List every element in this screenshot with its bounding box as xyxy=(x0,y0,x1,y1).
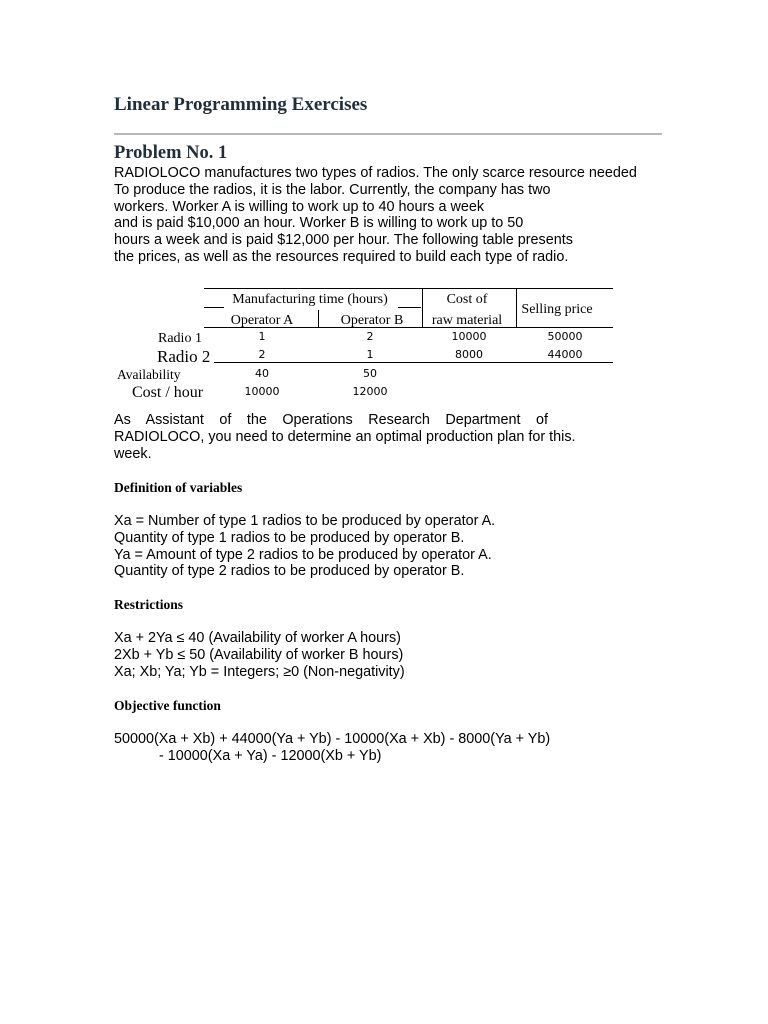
cell-radio2-cost: 8000 xyxy=(455,348,483,361)
problem-line: workers. Worker A is willing to work up to 40 hours a week xyxy=(114,198,485,215)
header-operator-a: Operator A xyxy=(230,313,294,328)
intro-line: week. xyxy=(114,445,152,462)
intro-line: RADIOLOCO, you need to determine an optimal production plan for this. xyxy=(114,428,576,445)
variable-line: Quantity of type 1 radios to be produced by operator B. xyxy=(114,529,465,546)
objective-function xyxy=(114,731,550,765)
row-label-radio-1: Radio 1 xyxy=(158,331,202,346)
assignment-intro xyxy=(114,412,576,462)
restrictions-heading: Restrictions xyxy=(114,597,183,612)
objective-line: - 10000(Xa + Ya) - 12000(Xb + Yb) xyxy=(159,747,382,764)
definition-heading: Definition of variables xyxy=(114,480,243,495)
cell-radio1-operator-b: 2 xyxy=(366,330,374,343)
header-selling-price: Selling price xyxy=(521,302,593,317)
problem-line: the prices, as well as the resources required to build each type of radio. xyxy=(114,248,569,265)
variable-line: Xa = Number of type 1 radios to be produced by operator A. xyxy=(114,513,496,529)
cell-cost-hour-operator-a: 10000 xyxy=(244,385,280,398)
problem-line: hours a week and is paid $12,000 per hour. The following table presents xyxy=(114,232,573,249)
table-column-rule xyxy=(422,288,423,327)
objective-heading: Objective function xyxy=(114,698,221,713)
problem-line: RADIOLOCO manufactures two types of radios. The only scarce resource needed xyxy=(114,165,637,181)
table-header-rule xyxy=(398,307,421,308)
cell-radio2-operator-a: 2 xyxy=(258,348,266,361)
restriction-line: Xa + 2Ya ≤ 40 (Availability of worker A hours) xyxy=(114,630,401,646)
cell-radio1-price: 50000 xyxy=(547,330,583,343)
cell-radio2-price: 44000 xyxy=(547,348,583,361)
intro-line: As Assistant of the Operations Research Department of xyxy=(114,412,548,428)
title-divider xyxy=(114,133,662,135)
cell-availability-operator-a: 40 xyxy=(255,367,269,380)
problem-line: and is paid $10,000 an hour. Worker B is willing to work up to 50 xyxy=(114,215,524,232)
header-cost-line1: Cost of xyxy=(446,292,488,307)
cell-cost-hour-operator-b: 12000 xyxy=(352,385,388,398)
table-header-rule xyxy=(204,307,224,308)
restriction-line: 2Xb + Yb ≤ 50 (Availability of worker B hours) xyxy=(114,646,404,663)
header-operator-b: Operator B xyxy=(340,313,404,328)
row-label-radio-2: Radio 2 xyxy=(157,347,211,366)
problem-heading: Problem No. 1 xyxy=(114,143,228,163)
row-label-cost-hour: Cost / hour xyxy=(132,384,204,401)
document-title: Linear Programming Exercises xyxy=(114,94,368,115)
cell-radio2-operator-b: 1 xyxy=(366,348,374,361)
row-label-availability: Availability xyxy=(117,367,181,382)
objective-line: 50000(Xa + Xb) + 44000(Ya + Yb) - 10000(Xa + Xb) - 8000(Ya + Yb) xyxy=(114,731,551,747)
resource-table xyxy=(0,280,768,410)
restriction-list xyxy=(114,630,405,680)
problem-line: To produce the radios, it is the labor. Currently, the company has two xyxy=(114,181,551,198)
table-top-rule xyxy=(204,288,613,289)
restriction-line: Xa; Xb; Ya; Yb = Integers; ≥0 (Non-negativity) xyxy=(114,663,405,680)
variable-line: Quantity of type 2 radios to be produced by operator B. xyxy=(114,563,465,580)
problem-statement xyxy=(114,165,662,266)
cell-availability-operator-b: 50 xyxy=(363,367,377,380)
table-row-rule xyxy=(214,362,613,363)
variable-line: Ya = Amount of type 2 radios to be produced by operator A. xyxy=(114,546,492,563)
table-column-rule xyxy=(318,310,319,327)
header-manufacturing-time: Manufacturing time (hours) xyxy=(232,292,388,307)
table-column-rule xyxy=(516,288,517,327)
cell-radio1-cost: 10000 xyxy=(451,330,487,343)
variable-definitions xyxy=(114,513,495,580)
cell-radio1-operator-a: 1 xyxy=(258,330,266,343)
header-cost-line2: raw material xyxy=(431,313,503,328)
